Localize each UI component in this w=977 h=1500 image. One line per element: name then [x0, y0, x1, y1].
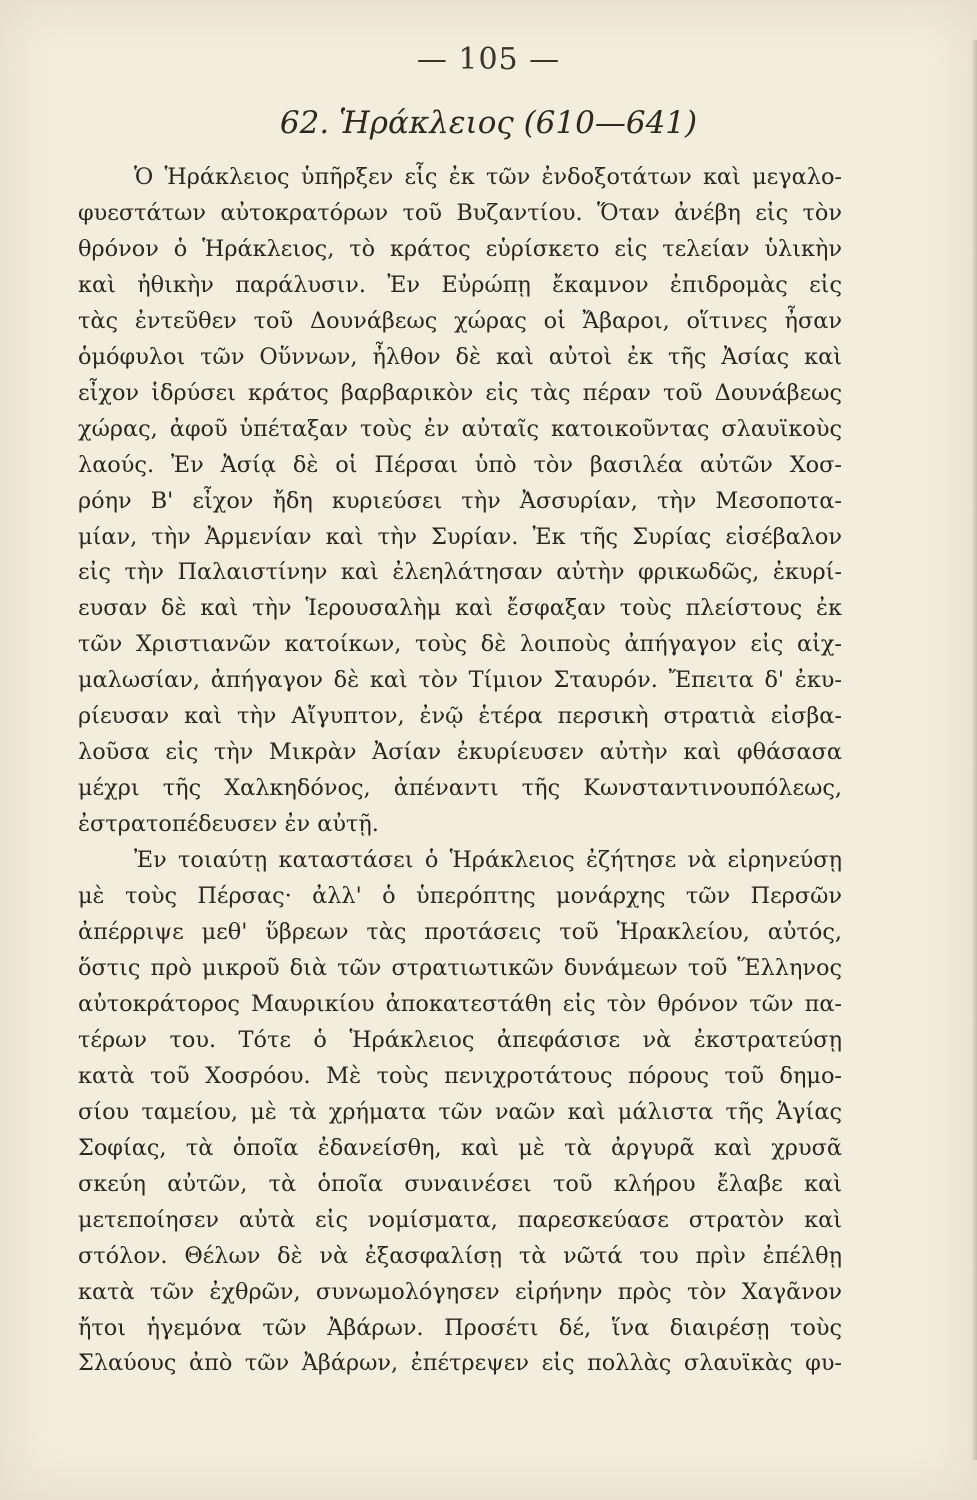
chapter-heading: 62. Ἡράκλειος (610—641): [279, 105, 698, 141]
paragraph-1: [78, 160, 842, 843]
text-line: κατὰ τοῦ Χοσρόου. Μὲ τοὺς πενιχροτάτους πόρους τοῦ δημο-: [78, 1062, 842, 1089]
text-line: μαλωσίαν, ἀπήγαγον δὲ καὶ τὸν Τίμιον Σταυρόν. Ἔπειτα δ' ἐκυ-: [78, 667, 842, 694]
text-line: λαούς. Ἐν Ἀσίᾳ δὲ οἱ Πέρσαι ὑπὸ τὸν βασιλέα αὐτῶν Χοσ-: [78, 451, 842, 478]
text-line: Ὁ Ἡράκλειος ὑπῆρξεν εἷς ἐκ τῶν ἐνδοξοτάτων καὶ μεγαλο-: [134, 164, 842, 190]
text-line: ὅστις πρὸ μικροῦ διὰ τῶν στρατιωτικῶν δυνάμεων τοῦ Ἕλληνος: [78, 954, 842, 981]
text-line: εἶχον ἱδρύσει κράτος βαρβαρικὸν εἰς τὰς πέραν τοῦ Δουνάβεως: [78, 379, 842, 406]
text-line: λοῦσα εἰς τὴν Μικρὰν Ἀσίαν ἐκυρίευσεν αὐτὴν καὶ φθάσασα: [78, 739, 842, 766]
text-line: μετεποίησεν αὐτὰ εἰς νομίσματα, παρεσκεύασε στρατὸν καὶ: [78, 1206, 842, 1233]
page-number: — 105 —: [416, 42, 561, 77]
text-line: τῶν Χριστιανῶν κατοίκων, τοὺς δὲ λοιποὺς ἀπήγαγον εἰς αἰχ-: [78, 631, 842, 658]
paragraph-2: [78, 843, 842, 1382]
text-line: ἐστρατοπέδευσεν ἐν αὐτῇ.: [78, 811, 379, 838]
text-line: θρόνον ὁ Ἡράκλειος, τὸ κράτος εὑρίσκετο εἰς τελείαν ὑλικὴν: [78, 235, 842, 262]
text-line: σκεύη αὐτῶν, τὰ ὁποῖα συναινέσει τοῦ κλήρου ἔλαβε καὶ: [78, 1170, 842, 1197]
text-line: ευσαν δὲ καὶ τὴν Ἱερουσαλὴμ καὶ ἔσφαξαν τοὺς πλείστους ἐκ: [78, 595, 842, 622]
text-line: στόλον. Θέλων δὲ νὰ ἐξασφαλίσῃ τὰ νῶτά του πρὶν ἐπέλθῃ: [78, 1242, 842, 1269]
text-line: αὐτοκράτορος Μαυρικίου ἀποκατεστάθη εἰς τὸν θρόνον τῶν πα-: [78, 990, 842, 1017]
text-line: τέρων του. Τότε ὁ Ἡράκλειος ἀπεφάσισε νὰ ἐκστρατεύσῃ: [78, 1026, 842, 1053]
text-line: εἰς τὴν Παλαιστίνην καὶ ἐλεηλάτησαν αὐτὴν φρικωδῶς, ἐκυρί-: [78, 559, 842, 586]
text-line: ρίευσαν καὶ τὴν Αἴγυπτον, ἐνῷ ἑτέρα περσικὴ στρατιὰ εἰσβα-: [78, 703, 842, 730]
text-line: μέχρι τῆς Χαλκηδόνος, ἀπέναντι τῆς Κωνσταντινουπόλεως,: [78, 775, 842, 802]
text-line: ἀπέρριψε μεθ' ὕβρεων τὰς προτάσεις τοῦ Ἡρακλείου, αὐτός,: [78, 919, 842, 946]
body-text: [78, 160, 842, 1382]
text-line: Σλαύους ἀπὸ τῶν Ἀβάρων, ἐπέτρεψεν εἰς πολλὰς σλαυϊκὰς φυ-: [78, 1350, 842, 1377]
text-line: μίαν, τὴν Ἀρμενίαν καὶ τὴν Συρίαν. Ἐκ τῆς Συρίας εἰσέβαλον: [78, 523, 842, 550]
text-line: ἤτοι ἡγεμόνα τῶν Ἀβάρων. Προσέτι δέ, ἵνα διαιρέσῃ τοὺς: [78, 1314, 842, 1341]
text-line: Ἐν τοιαύτῃ καταστάσει ὁ Ἡράκλειος ἐζήτησε νὰ εἰρηνεύσῃ: [134, 847, 842, 874]
text-line: ρόην Β' εἶχον ἤδη κυριεύσει τὴν Ἀσσυρίαν, τὴν Μεσοποτα-: [78, 487, 842, 514]
text-line: ὁμόφυλοι τῶν Οὕννων, ἦλθον δὲ καὶ αὐτοὶ ἐκ τῆς Ἀσίας καὶ: [78, 343, 842, 370]
text-line: κατὰ τῶν ἐχθρῶν, συνωμολόγησεν εἰρήνην πρὸς τὸν Χαγᾶνον: [78, 1278, 842, 1305]
text-line: Σοφίας, τὰ ὁποῖα ἐδανείσθη, καὶ μὲ τὰ ἀργυρᾶ καὶ χρυσᾶ: [78, 1134, 842, 1161]
page-edge-shadow: [971, 40, 977, 1460]
text-line: χώρας, ἀφοῦ ὑπέταξαν τοὺς ἐν αὐταῖς κατοικοῦντας σλαυϊκοὺς: [78, 415, 842, 442]
text-line: σίου ταμείου, μὲ τὰ χρήματα τῶν ναῶν καὶ μάλιστα τῆς Ἁγίας: [78, 1098, 842, 1125]
text-line: μὲ τοὺς Πέρσας· ἀλλ' ὁ ὑπερόπτης μονάρχης τῶν Περσῶν: [78, 883, 842, 910]
text-line: καὶ ἠθικὴν παράλυσιν. Ἐν Εὐρώπῃ ἔκαμνον ἐπιδρομὰς εἰς: [78, 271, 842, 298]
text-line: τὰς ἐντεῦθεν τοῦ Δουνάβεως χώρας οἱ Ἄβαροι, οἵτινες ἦσαν: [78, 307, 842, 334]
text-line: φυεστάτων αὐτοκρατόρων τοῦ Βυζαντίου. Ὅταν ἀνέβη εἰς τὸν: [78, 199, 842, 226]
